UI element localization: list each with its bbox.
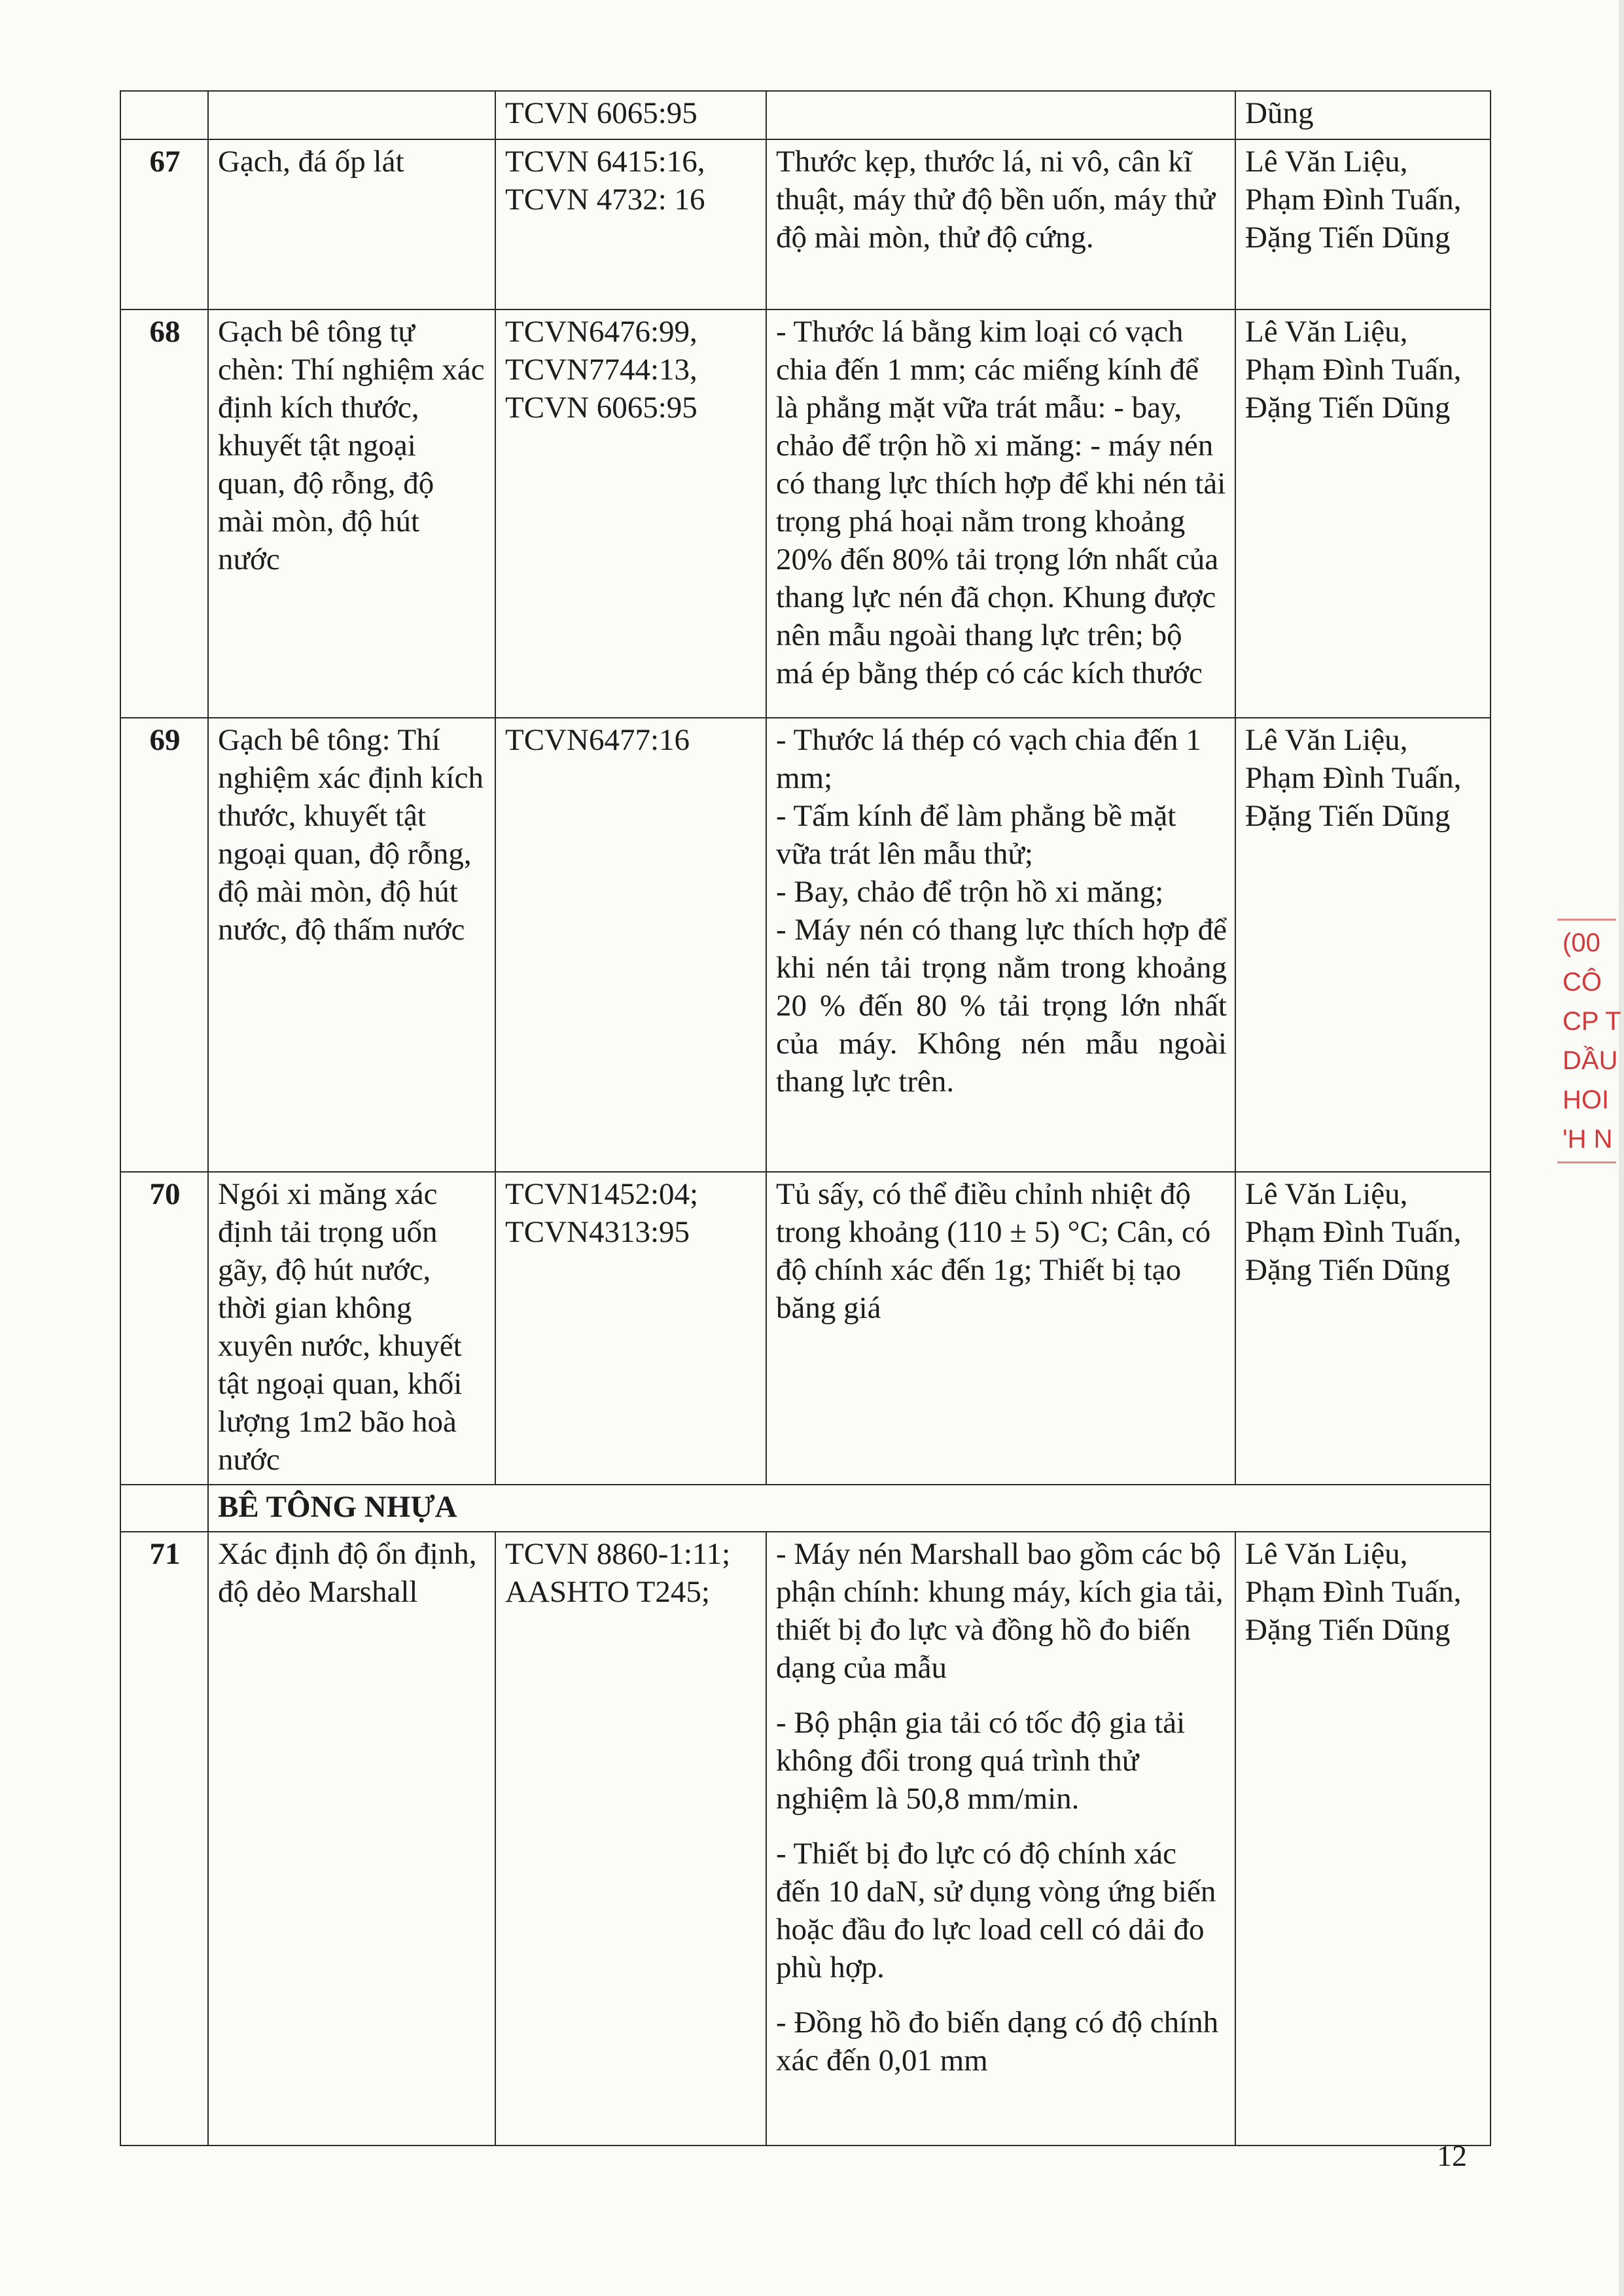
stamp-text: (00 bbox=[1562, 928, 1600, 957]
page-number: 12 bbox=[1437, 2139, 1467, 2172]
standard-line: TCVN6477:16 bbox=[505, 723, 690, 757]
stamp-text: HOI bbox=[1562, 1086, 1610, 1114]
row-number: 67 bbox=[120, 139, 208, 309]
table-row-68 bbox=[120, 309, 1491, 718]
standard bbox=[495, 139, 766, 309]
equipment: Tủ sấy, có thể điều chỉnh nhiệt độ trong khoảng (110 ± 5) °C; Cân, có độ chính xác đến 1g; Thiết bị tạo băng giá bbox=[766, 1172, 1235, 1485]
equipment-line: - Tấm kính để làm phẳng bề mặt vữa trát lên mẫu thử; bbox=[776, 799, 1176, 871]
row-number bbox=[120, 91, 208, 139]
stamp-text: DẦU bbox=[1562, 1046, 1618, 1075]
test-name: Xác định độ ổn định, độ dẻo Marshall bbox=[208, 1532, 495, 2146]
standard bbox=[495, 718, 766, 1172]
section-row bbox=[120, 1485, 1491, 1532]
standard: TCVN 6065:95 bbox=[495, 91, 766, 139]
row-number: 68 bbox=[120, 309, 208, 718]
table-row-continued bbox=[120, 91, 1491, 139]
equipment-line: - Bay, chảo để trộn hồ xi măng; bbox=[776, 875, 1164, 909]
stamp-text: CP T bbox=[1562, 1007, 1621, 1036]
red-stamp-fragment bbox=[1557, 916, 1624, 1230]
equipment-paragraph: - Bộ phận gia tải có tốc độ gia tải không đổi trong quá trình thử nghiệm là 50,8 mm/min. bbox=[776, 1706, 1186, 1816]
standard bbox=[495, 1172, 766, 1485]
equipment bbox=[766, 91, 1235, 139]
equipment: Thước kẹp, thước lá, ni vô, cân kĩ thuật, máy thử độ bền uốn, máy thử độ mài mòn, thử độ cứng. bbox=[766, 139, 1235, 309]
table-row-71 bbox=[120, 1532, 1491, 2146]
equipment-paragraph: - Đồng hồ đo biến dạng có độ chính xác đến 0,01 mm bbox=[776, 2005, 1219, 2077]
test-name: Gạch bê tông tự chèn: Thí nghiệm xác định kích thước, khuyết tật ngoại quan, độ rỗng, độ mài mòn, độ hút nước bbox=[208, 309, 495, 718]
standard-line: TCVN6476:99, bbox=[505, 315, 697, 349]
staff: Lê Văn Liệu, Phạm Đình Tuấn, Đặng Tiến Dũng bbox=[1235, 1172, 1491, 1485]
standard-line: TCVN7744:13, bbox=[505, 353, 697, 387]
standard-line: TCVN 8860-1:11; bbox=[505, 1537, 731, 1571]
standard-line: TCVN 6065:95 bbox=[505, 391, 697, 425]
row-number: 70 bbox=[120, 1172, 208, 1485]
equipment-paragraph: - Thiết bị đo lực có độ chính xác đến 10 daN, sử dụng vòng ứng biến hoặc đầu đo lực load cell có dải đo phù hợp. bbox=[776, 1837, 1216, 1985]
stamp-text: 'H N bbox=[1562, 1125, 1613, 1154]
staff: Lê Văn Liệu, Phạm Đình Tuấn, Đặng Tiến Dũng bbox=[1235, 1532, 1491, 2146]
equipment bbox=[766, 1532, 1235, 2146]
staff: Dũng bbox=[1235, 91, 1491, 139]
standard bbox=[495, 309, 766, 718]
section-number-cell bbox=[120, 1485, 208, 1532]
equipment: - Thước lá bằng kim loại có vạch chia đến 1 mm; các miếng kính để là phẳng mặt vữa trát mẫu: - bay, chảo để trộn hồ xi măng: - máy nén có thang lực thích hợp để khi nén tải trọng phá hoại nằm trong khoảng 20% đến 80% tải trọng lớn nhất của thang lực nén đã chọn. Khung được nên mẫu ngoài thang lực trên; bộ má ép bằng thép có các kích thước bbox=[766, 309, 1235, 718]
equipment-line: - Thước lá thép có vạch chia đến 1 mm; bbox=[776, 723, 1201, 795]
equipment bbox=[766, 718, 1235, 1172]
staff: Lê Văn Liệu, Phạm Đình Tuấn, Đặng Tiến Dũng bbox=[1235, 309, 1491, 718]
equipment-paragraph: - Máy nén Marshall bao gồm các bộ phận chính: khung máy, kích gia tải, thiết bị đo lực và đồng hồ đo biến dạng của mẫu bbox=[776, 1537, 1224, 1685]
standard-line: AASHTO T245; bbox=[505, 1575, 710, 1609]
table-row-70 bbox=[120, 1172, 1491, 1485]
table-row-67 bbox=[120, 139, 1491, 309]
standard-line: TCVN1452:04; bbox=[505, 1177, 699, 1211]
test-name: Ngói xi măng xác định tải trọng uốn gãy, độ hút nước, thời gian không xuyên nước, khuyết tật ngoại quan, khối lượng 1m2 bão hoà nước bbox=[208, 1172, 495, 1485]
stamp-rule bbox=[1557, 919, 1616, 921]
row-number: 69 bbox=[120, 718, 208, 1172]
test-name: Gạch, đá ốp lát bbox=[208, 139, 495, 309]
standard bbox=[495, 1532, 766, 2146]
equipment-table bbox=[120, 90, 1491, 2146]
section-title: BÊ TÔNG NHỰA bbox=[208, 1485, 1491, 1532]
standard-line: TCVN 4732: 16 bbox=[505, 183, 705, 217]
staff: Lê Văn Liệu, Phạm Đình Tuấn, Đặng Tiến Dũng bbox=[1235, 139, 1491, 309]
test-name bbox=[208, 91, 495, 139]
equipment-line: - Máy nén có thang lực thích hợp để khi nén tải trọng nằm trong khoảng 20 % đến 80 % tải trọng lớn nhất của máy. Không nén mẫu ngoài thang lực trên. bbox=[776, 913, 1227, 1099]
standard-line: TCVN 6415:16, bbox=[505, 145, 705, 179]
standard-line: TCVN4313:95 bbox=[505, 1215, 690, 1249]
test-name: Gạch bê tông: Thí nghiệm xác định kích thước, khuyết tật ngoại quan, độ rỗng, độ mài mòn, độ hút nước, độ thấm nước bbox=[208, 718, 495, 1172]
table-row-69 bbox=[120, 718, 1491, 1172]
row-number: 71 bbox=[120, 1532, 208, 2146]
stamp-rule bbox=[1557, 1161, 1616, 1163]
stamp-text: CÔ bbox=[1562, 968, 1602, 997]
staff: Lê Văn Liệu, Phạm Đình Tuấn, Đặng Tiến Dũng bbox=[1235, 718, 1491, 1172]
